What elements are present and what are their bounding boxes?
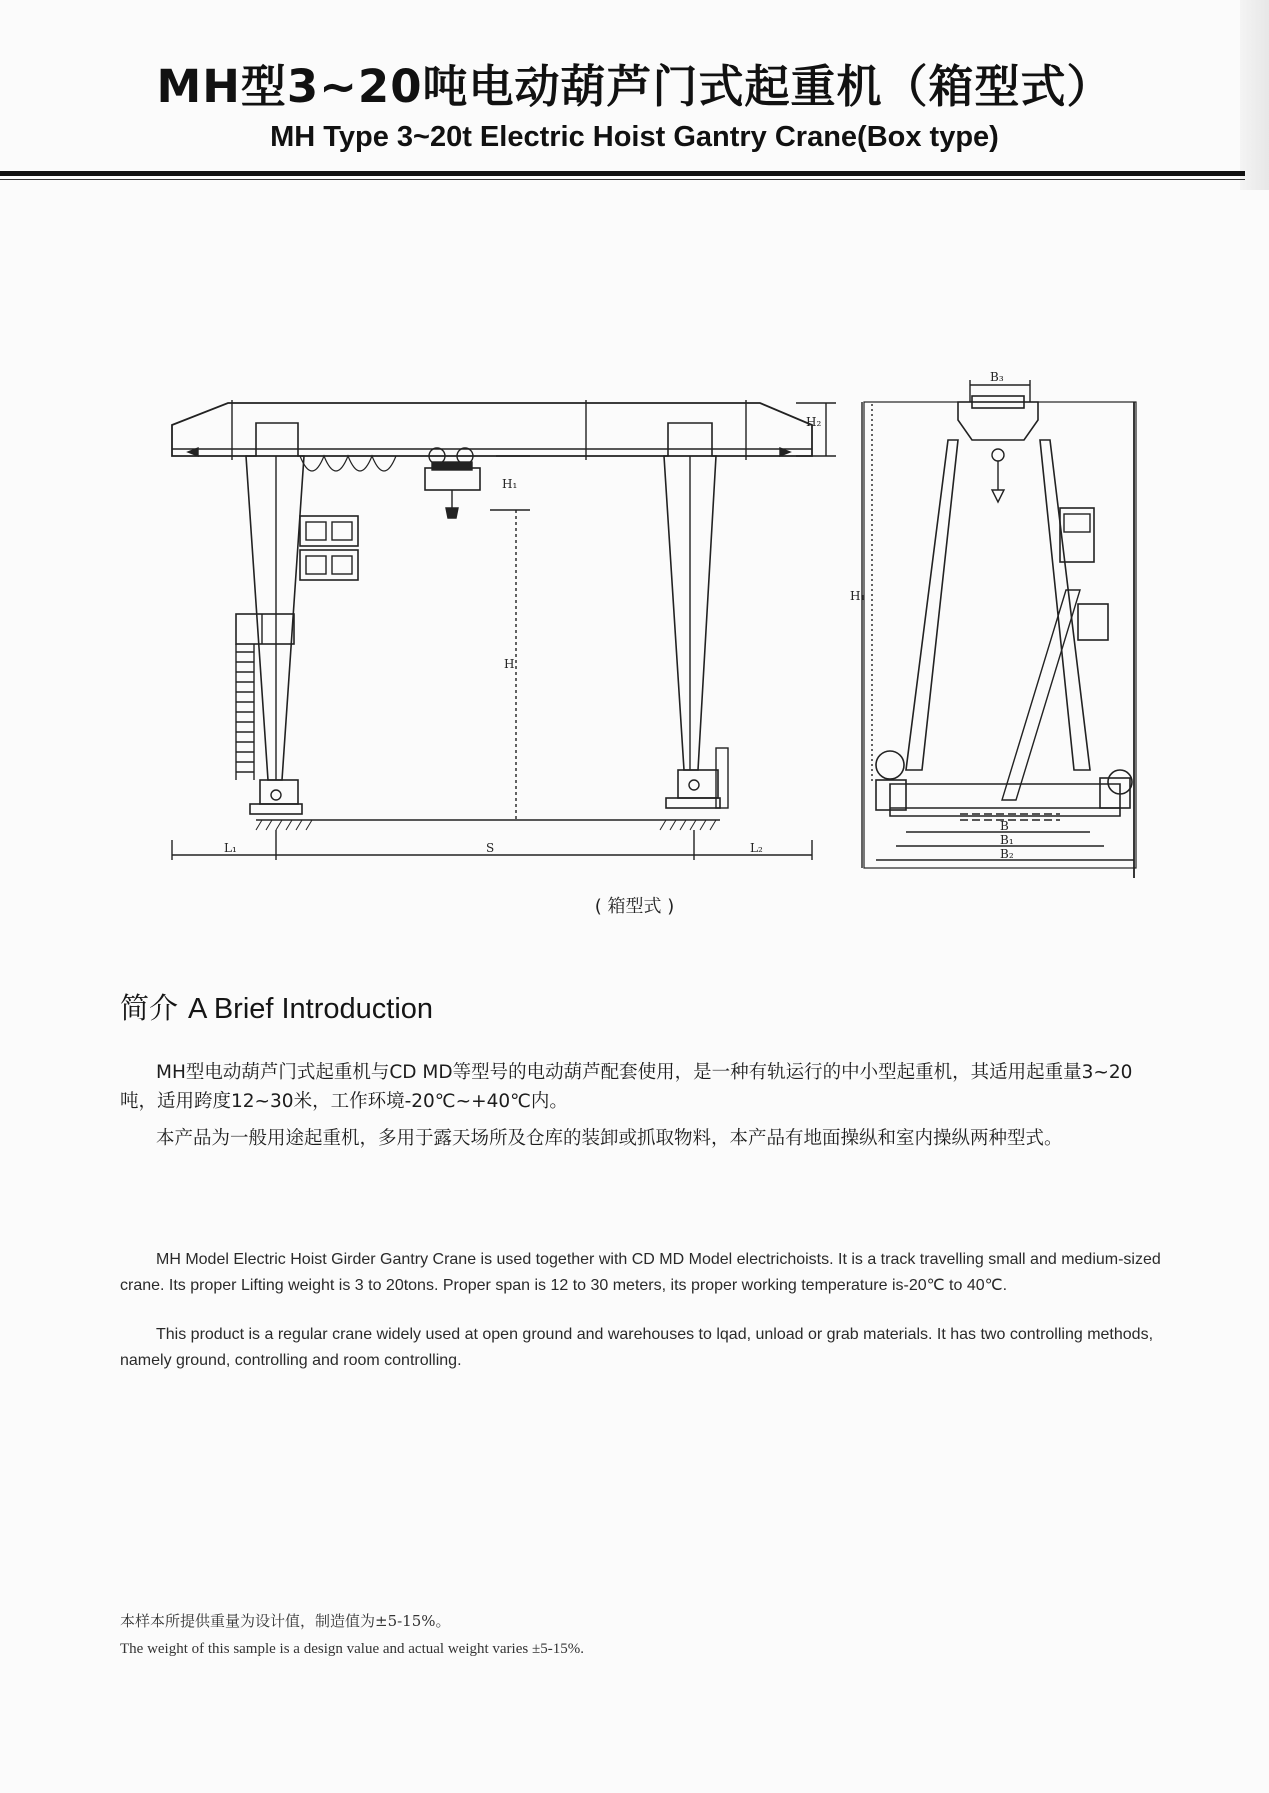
- dim-label-b1: B₁: [1000, 833, 1014, 847]
- footer-note-en: The weight of this sample is a design value and actual weight varies ±5-15%.: [120, 1641, 584, 1657]
- dim-label-b3: B₃: [990, 370, 1004, 384]
- dim-label-b2: B₂: [1000, 847, 1014, 861]
- intro-paragraph-zh-1: MH型电动葫芦门式起重机与CD MD等型号的电动葫芦配套使用，是一种有轨运行的中小型起重机，其适用起重量3~20吨，适用跨度12~30米，工作环境-20℃~+40℃内。: [120, 1062, 1133, 1112]
- dim-label-side-h1: H₁: [850, 589, 866, 603]
- dim-label-l2: L₂: [750, 841, 763, 855]
- header-rule-thin: [0, 179, 1245, 180]
- electric-hoist: [425, 448, 480, 518]
- dim-label-l1: L₁: [224, 841, 237, 855]
- intro-heading-en: A Brief Introduction: [188, 993, 434, 1025]
- drawing-caption: ( 箱型式 ): [594, 896, 675, 917]
- dim-label-b: B: [1000, 819, 1009, 833]
- side-elevation: [850, 370, 1136, 878]
- dim-label-h2: H₂: [806, 415, 822, 429]
- intro-heading: [120, 986, 433, 1027]
- intro-paragraph-en-1: MH Model Electric Hoist Girder Gantry Crane is used together with CD MD Model electrichoists. It is a track travelling small and medium-sized crane. Its proper Lifting weight is 3 to 20tons. Proper span is 12 to 30 meters, its proper working temperature is-20℃ to 40℃.: [120, 1251, 1161, 1294]
- intro-heading-zh: 简介: [120, 991, 179, 1025]
- dim-label-h1: H₁: [502, 477, 518, 491]
- footer-note-zh: 本样本所提供重量为设计值，制造值为±5-15%。: [120, 1612, 451, 1630]
- intro-paragraph-en-2: This product is a regular crane widely used at open ground and warehouses to lqad, unload or grab materials. It has two controlling methods, namely ground, controlling and room controlling.: [120, 1326, 1154, 1369]
- page-title-en: MH Type 3~20t Electric Hoist Gantry Crane(Box type): [270, 121, 999, 153]
- header-rule: [0, 171, 1245, 176]
- gantry-crane-drawing: [0, 370, 1269, 890]
- intro-paragraph-zh-2: 本产品为一般用途起重机，多用于露天场所及仓库的装卸或抓取物料，本产品有地面操纵和室内操纵两种型式。: [156, 1128, 1063, 1149]
- dim-label-span: S: [486, 841, 495, 855]
- page-title-zh: MH型3~20吨电动葫芦门式起重机（箱型式）: [156, 60, 1113, 113]
- dim-label-h: H: [504, 657, 515, 671]
- front-elevation: [172, 400, 836, 860]
